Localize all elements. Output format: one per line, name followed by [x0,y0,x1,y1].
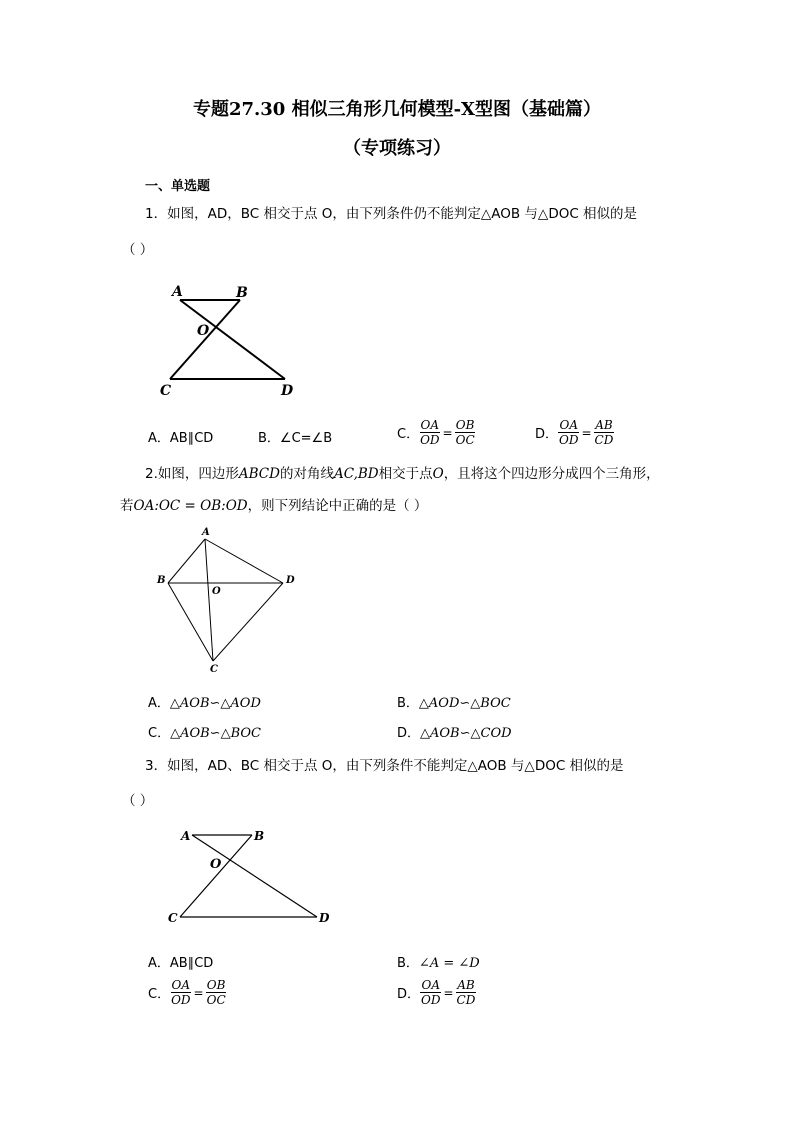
q3-option-d-fraction-1: $\frac{OA}{OD}$ [421,978,441,1007]
label-b: B [157,575,166,586]
q1-option-b[interactable]: B．∠C=∠B [258,431,333,446]
q2-option-a[interactable]: A．△AOB∽△AOD [148,696,261,711]
q2-option-c[interactable]: C．△AOB∽△BOC [148,726,261,741]
q3-option-a[interactable]: A．AB∥CD [148,956,214,971]
question-2-figure [150,522,310,677]
diagonal-ac [205,539,213,661]
side-ad [205,539,283,583]
q3-option-c-prefix: C． [148,987,171,1002]
label-c: C [168,911,178,925]
side-bc [168,583,213,661]
label-b: B [236,285,248,301]
question-2-text: 2.如图，四边形ABCD的对角线AC,BD相交于点O，且将这个四边形分成四个三角形， [145,466,660,482]
side-ab [168,539,205,583]
q3-option-c-equals: = [193,985,204,1000]
question-3-figure [160,822,340,934]
q1-option-a[interactable]: A．AB∥CD [148,431,214,446]
label-d: D [281,383,294,399]
label-b: B [254,829,265,843]
side-dc [213,583,283,661]
label-o: O [197,323,210,339]
label-a: A [172,284,183,300]
q3-option-b[interactable]: B．∠A = ∠D [397,956,480,971]
q2-option-d[interactable]: D．△AOB∽△COD [397,726,512,741]
label-d: D [319,911,330,925]
q1-option-c-prefix: C． [397,427,420,442]
q3-option-d-equals: = [443,985,454,1000]
q3-option-c-fraction-2: $\frac{OB}{OC}$ [206,978,226,1007]
q3-option-d[interactable] [397,978,476,1007]
q2-option-b[interactable]: B．△AOD∽△BOC [397,696,511,711]
q3-option-d-fraction-2: $\frac{AB}{CD}$ [456,978,476,1007]
q1-option-d-prefix: D． [535,427,559,442]
question-1-answer-blank: （ ） [122,242,154,258]
segment-ad [180,300,285,379]
label-c: C [210,664,218,675]
label-o: O [212,586,221,597]
segment-ad [192,835,317,917]
q1-option-c-fraction-1: $\frac{OA}{OD}$ [420,418,440,447]
q1-option-d[interactable] [535,418,614,447]
q1-option-d-fraction-2: $\frac{AB}{CD}$ [594,418,614,447]
q1-option-c[interactable] [397,418,476,447]
page-subtitle: （专项练习） [343,138,451,159]
segment-bc [180,835,252,917]
label-c: C [160,383,172,399]
section-heading: 一、单选题 [145,179,211,194]
question-1-text: 1．如图，AD，BC 相交于点 O，由下列条件仍不能判定△AOB 与△DOC 相似的是 [145,206,638,222]
label-a: A [202,527,210,538]
page-title: 专题27.30 相似三角形几何模型-X型图（基础篇） [192,99,602,120]
label-o: O [210,857,222,872]
label-d: D [286,575,295,586]
segment-bc [170,300,240,379]
q3-option-c[interactable] [148,978,227,1007]
q3-option-d-prefix: D． [397,987,421,1002]
q3-option-c-fraction-1: $\frac{OA}{OD}$ [171,978,191,1007]
question-1-figure [150,278,310,403]
question-3-text: 3．如图，AD、BC 相交于点 O，由下列条件不能判定△AOB 与△DOC 相似的是 [145,758,624,774]
q1-option-d-fraction-1: $\frac{OA}{OD}$ [559,418,579,447]
q1-option-c-equals: = [442,425,453,440]
q1-option-d-equals: = [581,425,592,440]
q1-option-c-fraction-2: $\frac{OB}{OC}$ [455,418,475,447]
question-3-answer-blank: （ ） [122,793,154,809]
question-2-condition: 若OA:OC = OB:OD，则下列结论中正确的是（ ） [120,498,428,514]
label-a: A [181,829,191,843]
